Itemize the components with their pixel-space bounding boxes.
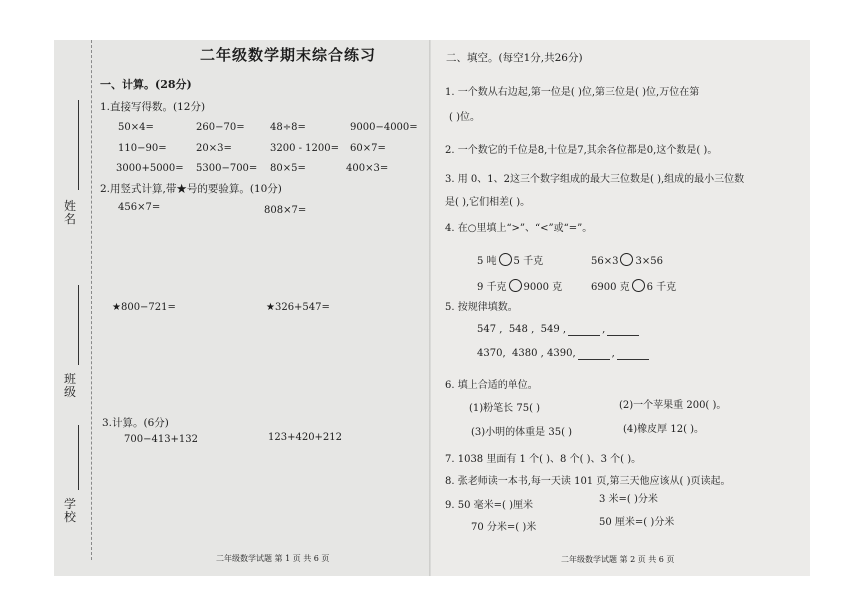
problem: 80×5= — [270, 163, 306, 174]
sequence-row-1: 547 , 548 , 549 , , — [477, 324, 641, 336]
question-5: 5. 按规律填数。 — [445, 302, 518, 313]
vertical-problem-check: ★326+547= — [266, 302, 330, 313]
problem: 9000−4000= — [350, 122, 418, 133]
problem: 3000+5000= — [116, 163, 184, 174]
vertical-problem: 456×7= — [118, 202, 161, 213]
problem: 48÷8= — [270, 122, 306, 133]
question-8: 8. 张老师读一本书,每一天读 101 页,第三天他应该从( )页读起。 — [445, 476, 731, 487]
compare-circle[interactable] — [509, 279, 522, 292]
class-line — [78, 285, 79, 365]
compare-left: 6900 克 — [591, 282, 630, 293]
mixed-problem: 700−413+132 — [124, 434, 199, 445]
left-page — [54, 40, 431, 576]
school-field — [60, 425, 90, 545]
page-title: 二年级数学期末综合练习 — [200, 46, 377, 64]
question-2: 2. 一个数它的千位是8,十位是7,其余各位都是0,这个数是( )。 — [445, 145, 718, 156]
school-line — [78, 425, 79, 490]
compare-circle[interactable] — [632, 279, 645, 292]
question-9-item-2: 3 米=( )分米 — [599, 494, 658, 505]
binding-margin-line — [91, 40, 92, 560]
unit-item-3: (3)小明的体重是 35( ) — [471, 427, 573, 438]
sequence-row-2: 4370, 4380 , 4390, , — [477, 348, 651, 360]
problem: 60×7= — [350, 143, 386, 154]
unit-item-4: (4)橡皮厚 12( )。 — [623, 424, 705, 435]
compare-circle[interactable] — [620, 253, 633, 266]
unit-item-2: (2)一个苹果重 200( )。 — [619, 400, 727, 411]
question-1-line-1: 1. 一个数从右边起,第一位是( )位,第三位是( )位,万位在第 — [445, 87, 700, 98]
exam-sheet — [54, 40, 810, 576]
mixed-problem: 123+420+212 — [268, 432, 343, 443]
compare-circle[interactable] — [499, 253, 512, 266]
problem: 20×3= — [196, 143, 232, 154]
school-label: 学校 — [63, 497, 76, 524]
question-9-item-4: 50 厘米=( )分米 — [599, 517, 675, 528]
problem: 3200 - 1200= — [270, 143, 340, 154]
question-9-item-3: 70 分米=( )米 — [471, 522, 537, 533]
problem: 5300−700= — [196, 163, 258, 174]
question-1-line-2: ( )位。 — [449, 112, 480, 123]
compare-left: 9 千克 — [477, 282, 507, 293]
name-line — [78, 100, 79, 190]
compare-left: 5 吨 — [477, 256, 497, 267]
sequence-value: 4380 , — [512, 348, 544, 359]
compare-left: 56×3 — [591, 256, 619, 267]
page-footer-left: 二年级数学试题 第 1 页 共 6 页 — [216, 554, 330, 563]
sequence-value: 548 , — [508, 324, 535, 335]
page-footer-right: 二年级数学试题 第 2 页 共 6 页 — [561, 555, 675, 564]
sequence-value: 549 , — [540, 324, 567, 335]
compare-item — [591, 279, 676, 294]
answer-blank[interactable] — [568, 326, 600, 336]
problem: 110−90= — [118, 143, 167, 154]
compare-right: 5 千克 — [513, 256, 544, 267]
answer-blank[interactable] — [578, 350, 610, 360]
problem: 400×3= — [346, 163, 389, 174]
question-7: 7. 1038 里面有 1 个( )、8 个( )、3 个( )。 — [445, 454, 642, 465]
compare-right: 3×56 — [635, 256, 663, 267]
question-3-line-2: 是( ),它们相差( )。 — [445, 197, 531, 208]
section-2-heading: 二、填空。(每空1分,共26分) — [446, 52, 583, 64]
compare-item — [477, 253, 543, 268]
answer-blank[interactable] — [607, 326, 639, 336]
name-label: 姓名 — [63, 199, 76, 226]
vertical-problem-check: ★800−721= — [112, 302, 176, 313]
question-3-line-1: 3. 用 0、1、2这三个数字组成的最大三位数是( ),组成的最小三位数 — [445, 174, 745, 185]
part-2-label: 2.用竖式计算,带★号的要验算。(10分) — [100, 183, 282, 195]
question-9-item-1: 9. 50 毫米=( )厘米 — [445, 500, 533, 511]
unit-item-1: (1)粉笔长 75( ) — [469, 403, 541, 414]
problem: 260−70= — [196, 122, 245, 133]
problem: 50×4= — [118, 122, 154, 133]
part-3-label: 3.计算。(6分) — [102, 417, 169, 429]
compare-right: 9000 克 — [523, 282, 563, 293]
right-page — [431, 40, 810, 576]
compare-item — [477, 279, 562, 294]
section-1-heading: 一、计算。(28分) — [100, 78, 192, 91]
name-field — [60, 100, 90, 230]
answer-blank[interactable] — [617, 350, 649, 360]
part-1-label: 1.直接写得数。(12分) — [100, 101, 206, 113]
compare-item — [591, 253, 663, 268]
sequence-value: 4390, — [547, 348, 576, 359]
question-4: 4. 在○里填上“>”、“<”或“=”。 — [445, 223, 593, 234]
vertical-problem: 808×7= — [264, 205, 307, 216]
sequence-value: 4370, — [477, 348, 506, 359]
class-label: 班级 — [63, 372, 76, 399]
compare-right: 6 千克 — [646, 282, 677, 293]
sequence-value: 547 , — [477, 324, 503, 335]
question-6: 6. 填上合适的单位。 — [445, 380, 538, 391]
class-field — [60, 285, 90, 415]
